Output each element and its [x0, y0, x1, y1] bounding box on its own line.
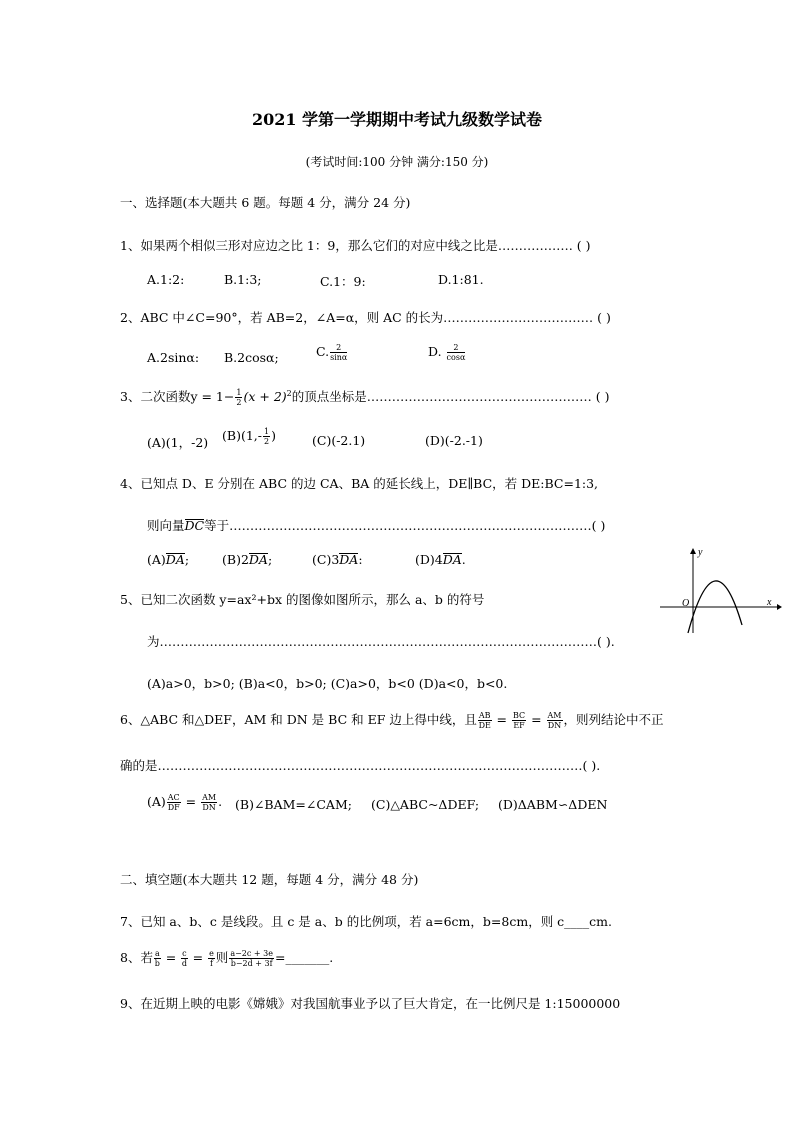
q4-option-c: (C)3DA:: [312, 552, 363, 567]
y-axis-arrow: [690, 548, 696, 554]
question-3: 3、二次函数y = 1− $\frac{1}{2}$ $(x + 2)^2$的顶点坐标是……………………………………………… ( ): [120, 388, 610, 407]
parabola-graph: [655, 545, 785, 635]
graph-label-origin: O: [682, 598, 690, 609]
question-6-line1: 6、△ABC 和△DEF，AM 和 DN 是 BC 和 EF 边上得中线，且 $\frac{AB}{DE}$ = $\frac{BC}{EF}$ = $\frac{AM}{DN}$ ，则列结论中不正: [120, 711, 664, 730]
question-6-line2: 确的是…………………………………………………………………………………………( ).: [120, 758, 601, 773]
question-1: 1、如果两个相似三形对应边之比 1：9，那么它们的对应中线之比是……………… ( ): [120, 238, 591, 253]
question-4-line2: 则向量DC等于……………………………………………………………………………( ): [147, 518, 606, 533]
q4-option-a: (A)DA;: [147, 552, 190, 567]
q3-option-a: (A)(1，-2): [147, 435, 209, 450]
exam-info: (考试时间:100 分钟 满分:150 分): [305, 155, 489, 169]
q2-option-a: A.2sinα:: [147, 350, 200, 365]
q6-option-b: (B)∠BAM=∠CAM;: [235, 797, 352, 812]
question-7: 7、已知 a、b、c 是线段。且 c 是 a、b 的比例项，若 a=6cm，b=8cm，则 c____cm.: [120, 914, 612, 929]
q6-option-a: (A) $\frac{AC}{DF}$ = $\frac{AM}{DN}$ .: [147, 793, 223, 812]
q1-option-d: D.1:81.: [438, 272, 484, 287]
q1-option-b: B.1:3;: [224, 272, 262, 287]
page-title: 2021 学第一学期期中考试九级数学试卷: [251, 110, 543, 129]
q6-option-d: (D)ΔABM∽ΔDEN: [498, 797, 608, 812]
x-axis-arrow: [777, 604, 782, 610]
q3-option-c: (C)(-2.1): [312, 433, 366, 448]
question-2: 2、ABC 中∠C=90°，若 AB=2，∠A=α，则 AC 的长为……………………………… ( ): [120, 310, 611, 325]
q4-option-b: (B)2DA;: [222, 552, 273, 567]
question-9: 9、在近期上映的电影《嫦娥》对我国航事业予以了巨大肯定，在一比例尺是 1:15000000: [120, 996, 621, 1011]
q1-option-c: C.1：9:: [320, 274, 366, 289]
question-5-line1: 5、已知二次函数 y=ax²+bx 的图像如图所示，那么 a、b 的符号: [120, 592, 485, 607]
question-5-line2: 为……………………………………………………………………………………………( ).: [147, 634, 615, 649]
graph-label-y: y: [698, 547, 703, 558]
q3-option-d: (D)(-2.-1): [425, 433, 483, 448]
graph-label-x: x: [767, 597, 772, 608]
q4-option-d: (D)4DA.: [415, 552, 466, 567]
q6-option-c: (C)△ABC~ΔDEF;: [371, 797, 480, 812]
question-4-line1: 4、已知点 D、E 分别在 ABC 的边 CA、BA 的延长线上，DE∥BC，若 DE:BC=1:3,: [120, 476, 599, 491]
q2-option-b: B.2cosα;: [224, 350, 279, 365]
section1-heading: 一、选择题(本大题共 6 题。每题 4 分，满分 24 分): [120, 195, 411, 210]
q2-option-c: C. $\frac{2}{\sin\alpha}$: [316, 343, 348, 362]
q5-options: (A)a>0，b>0; (B)a<0，b>0; (C)a>0，b<0 (D)a<0，b<0.: [147, 676, 508, 691]
section2-heading: 二、填空题(本大题共 12 题，每题 4 分，满分 48 分): [120, 872, 419, 887]
q3-option-b: (B)(1,- $\frac{1}{2}$ ): [222, 427, 276, 446]
q1-option-a: A.1:2:: [147, 272, 185, 287]
q2-option-d: D. $\frac{2}{\cos\alpha}$: [428, 343, 466, 362]
question-8: 8、若 $\frac{a}{b}$ = $\frac{c}{d}$ = $\frac{e}{f}$ 则 $\frac{a-2c + 3e}{b-2d + 3f}$ =_______.: [120, 949, 334, 968]
